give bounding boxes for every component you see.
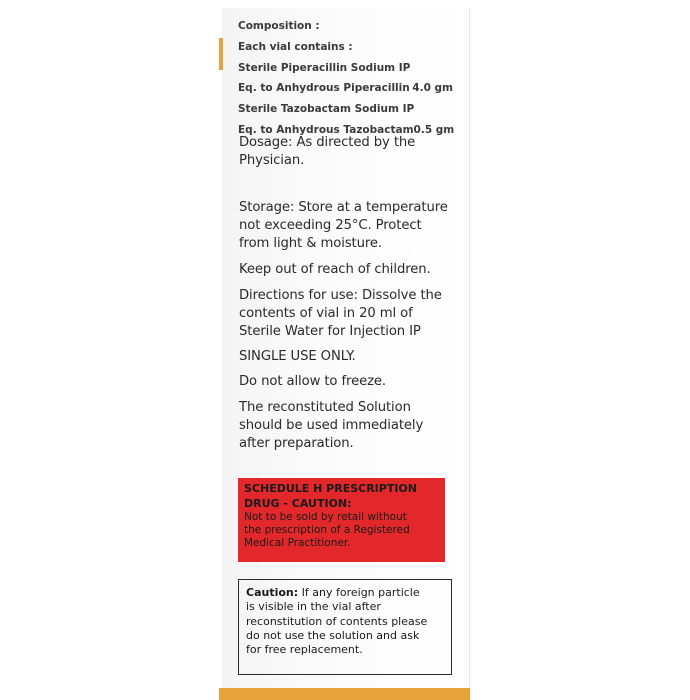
directions-line: Directions for use: Dissolve the: [239, 288, 442, 303]
caution-line: reconstitution of contents please: [246, 614, 428, 628]
storage-line: Storage: Store at a temperature: [239, 200, 448, 215]
each-vial-label: Each vial contains :: [238, 40, 353, 53]
ingredient-amount: 0.5 gm: [413, 123, 455, 136]
directions-line: contents of vial in 20 ml of: [239, 306, 413, 321]
schedule-text-line: Not to be sold by retail without: [244, 511, 407, 523]
reconstituted-line: The reconstituted Solution: [239, 400, 411, 415]
carton-bottom-edge: [219, 688, 470, 700]
single-use-text: SINGLE USE ONLY.: [239, 349, 356, 364]
caution-line: is visible in the vial after: [246, 600, 381, 614]
composition-row: [238, 99, 453, 120]
composition-row: [238, 78, 453, 99]
caution-box: [238, 579, 452, 675]
ingredient-amount: 4.0 gm: [412, 82, 453, 95]
storage-line: not exceeding 25°C. Protect: [239, 218, 422, 233]
storage-text: [239, 199, 459, 253]
caution-first-line: [246, 586, 445, 600]
keep-out-text: Keep out of reach of children.: [239, 262, 431, 277]
freeze-text: Do not allow to freeze.: [239, 374, 387, 389]
composition-section: [238, 16, 453, 141]
schedule-h-warning-box: [238, 478, 445, 562]
caution-line: for free replacement.: [246, 643, 363, 657]
dosage-line: Dosage: As directed by the: [239, 135, 416, 150]
reconstituted-line: after preparation.: [239, 436, 354, 451]
directions-line: Sterile Water for Injection IP: [239, 324, 421, 339]
reconstituted-line: should be used immediately: [239, 418, 424, 433]
reconstituted-text: [239, 399, 459, 453]
composition-row: [238, 58, 453, 79]
storage-line: from light & moisture.: [239, 236, 382, 251]
composition-title: Composition :: [238, 20, 320, 32]
dosage-text: [239, 134, 459, 170]
caution-label: Caution:: [246, 586, 299, 599]
schedule-h-title: [244, 482, 445, 511]
caution-line: do not use the solution and ask: [246, 628, 420, 642]
dosage-line: Physician.: [239, 153, 305, 168]
ingredient-name: Sterile Piperacillin Sodium IP: [238, 61, 411, 74]
schedule-h-text: [244, 511, 445, 550]
ingredient-name: Sterile Tazobactam Sodium IP: [238, 103, 415, 116]
schedule-text-line: the prescription of a Registered: [244, 524, 410, 536]
ingredient-name: Eq. to Anhydrous Piperacillin: [238, 82, 410, 95]
schedule-title-line: SCHEDULE H PRESCRIPTION: [244, 482, 417, 495]
directions-text: [239, 287, 459, 341]
schedule-text-line: Medical Practitioner.: [244, 537, 351, 549]
carton-edge-accent: [219, 38, 223, 70]
schedule-title-line: DRUG - CAUTION:: [244, 496, 352, 510]
ingredient-name: Eq. to Anhydrous Tazobactam: [238, 123, 414, 136]
caution-first-line-rest: If any foreign particle: [298, 586, 420, 599]
